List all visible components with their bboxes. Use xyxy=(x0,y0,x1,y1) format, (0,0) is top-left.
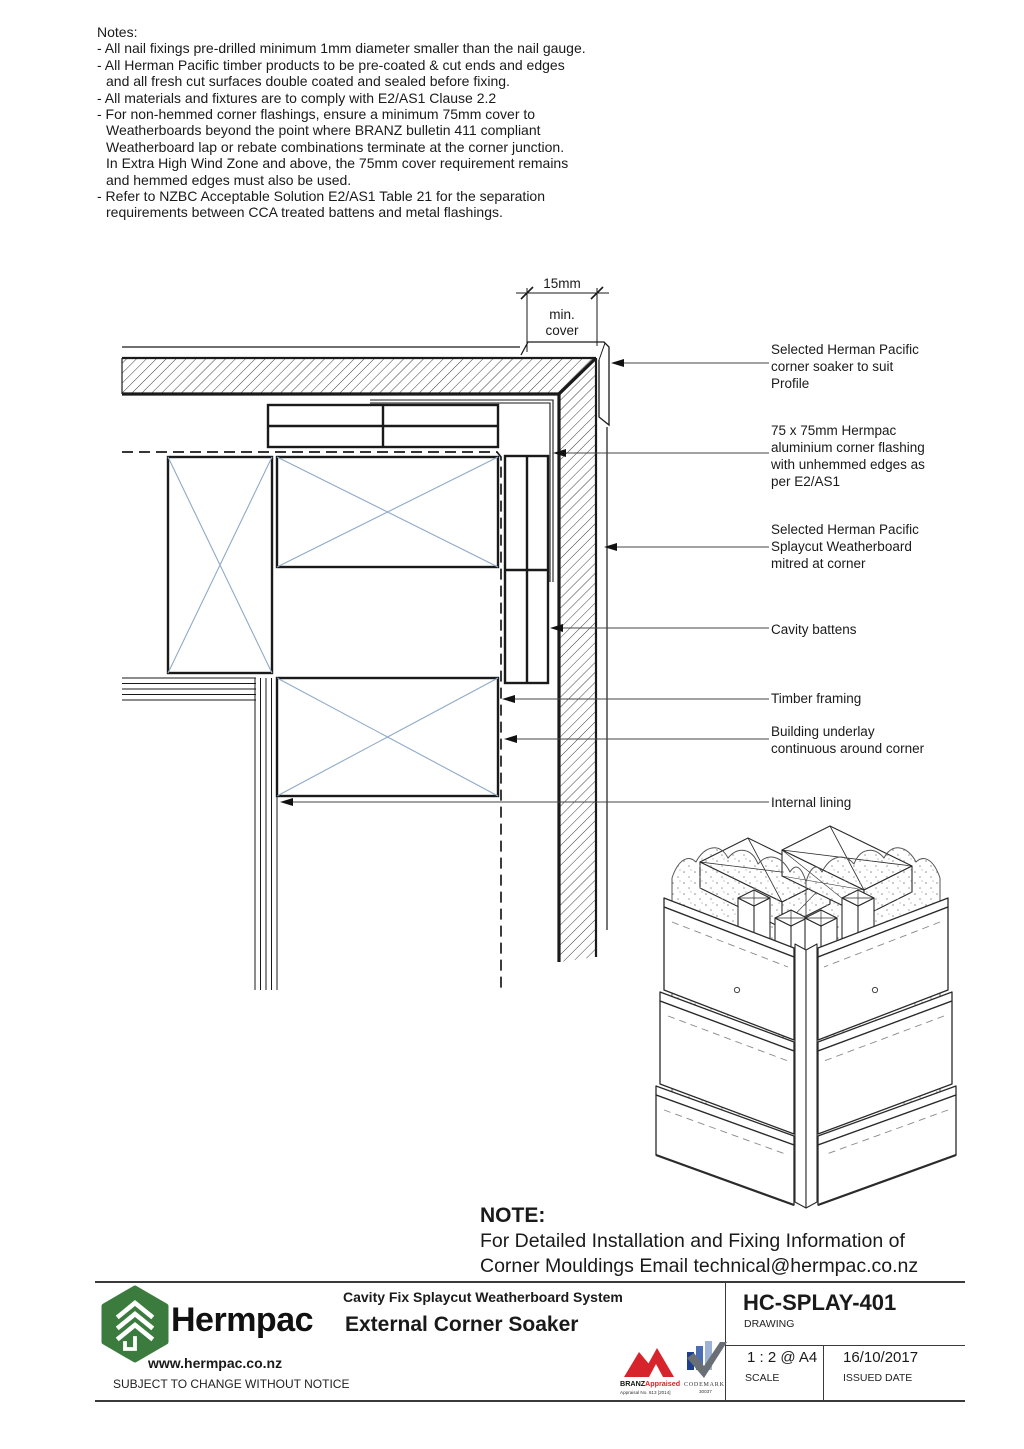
drawing-title: External Corner Soaker xyxy=(345,1313,579,1336)
callout-line: 75 x 75mm Hermpac xyxy=(771,423,897,438)
brand-name: Hermpac xyxy=(171,1301,314,1339)
bottom-note-title: NOTE: xyxy=(480,1204,546,1227)
branz-appraisal-number: Appraisal No. 613 [2014] xyxy=(620,1390,671,1395)
callout-line: Timber framing xyxy=(771,691,862,706)
branz-word: Appraised xyxy=(645,1379,680,1388)
drawing-label: DRAWING xyxy=(744,1318,795,1330)
system-name: Cavity Fix Splaycut Weatherboard System xyxy=(343,1289,623,1305)
note-line: Weatherboard lap or rebate combinations terminate at the corner junction. xyxy=(106,138,565,155)
callout-line: with unhemmed edges as xyxy=(771,457,925,472)
callout-cavity-battens xyxy=(771,621,857,638)
bottom-note-line: For Detailed Installation and Fixing Information of xyxy=(480,1230,905,1252)
codemark-label: CODEMARK xyxy=(684,1382,725,1388)
callout-line: Building underlay xyxy=(771,724,875,739)
callout-internal-lining xyxy=(771,794,851,811)
title-block xyxy=(95,1281,965,1402)
callout-building-underlay xyxy=(771,723,924,757)
callout-line: Cavity battens xyxy=(771,622,857,637)
note-line: - All Herman Pacific timber products to be pre-coated & cut ends and edges xyxy=(97,56,565,73)
note-line: requirements between CCA treated battens and metal flashings. xyxy=(106,204,503,221)
codemark-number: 30037 xyxy=(699,1389,712,1394)
dimension-cover-label: cover xyxy=(545,323,579,338)
note-line: and all fresh cut surfaces double coated and sealed before fixing. xyxy=(106,73,510,90)
callout-corner-soaker xyxy=(771,341,919,392)
bottom-note-line: Corner Mouldings Email technical@hermpac.co.nz xyxy=(480,1255,919,1277)
website-link[interactable]: www.hermpac.co.nz xyxy=(148,1355,283,1371)
internal-lining-horizontal xyxy=(122,678,256,700)
callout-line: Selected Herman Pacific xyxy=(771,342,919,357)
notes-title: Notes: xyxy=(97,24,138,40)
scale-label: SCALE xyxy=(745,1372,780,1384)
internal-lining-vertical xyxy=(255,678,277,990)
note-line: and hemmed edges must also be used. xyxy=(106,171,352,188)
note-line: - For non-hemmed corner flashings, ensure a minimum 75mm cover to xyxy=(97,106,536,123)
codemark-logo xyxy=(683,1336,729,1396)
plan-detail xyxy=(122,276,609,990)
branz-appraised-logo xyxy=(618,1341,680,1396)
isometric-corner-view xyxy=(656,826,956,1208)
callout-line: corner soaker to suit xyxy=(771,359,894,374)
callout-line: Internal lining xyxy=(771,795,852,810)
callout-line: Selected Herman Pacific xyxy=(771,522,919,537)
issued-date-label: ISSUED DATE xyxy=(843,1372,913,1384)
scale-value: 1 : 2 @ A4 xyxy=(747,1349,818,1366)
callout-line: aluminium corner flashing xyxy=(771,440,925,455)
iso-weatherboards-left xyxy=(656,898,794,1205)
timber-framing-studs xyxy=(168,457,498,796)
callout-corner-flashing xyxy=(771,422,925,490)
drawing-number: HC-SPLAY-401 xyxy=(743,1290,897,1315)
weatherboard-hatch-right xyxy=(559,358,596,962)
callout-line: mitred at corner xyxy=(771,556,866,571)
dimension-value: 15mm xyxy=(543,276,581,291)
callout-line: Profile xyxy=(771,376,810,391)
dimension-min-label: min. xyxy=(549,307,575,322)
note-line: - All nail fixings pre-drilled minimum 1mm diameter smaller than the nail gauge. xyxy=(97,40,586,57)
callout-weatherboard xyxy=(771,521,919,572)
callout-timber-framing xyxy=(771,690,861,707)
callout-line: continuous around corner xyxy=(771,741,925,756)
note-line: - Refer to NZBC Acceptable Solution E2/AS1 Table 21 for the separation xyxy=(97,188,545,205)
note-line: In Extra High Wind Zone and above, the 75mm cover requirement remains xyxy=(106,155,569,172)
hermpac-logo-icon xyxy=(100,1285,170,1363)
callout-line: Splaycut Weatherboard xyxy=(771,539,912,554)
titleblock-divider xyxy=(725,1345,965,1346)
note-line: Weatherboards beyond the point where BRANZ bulletin 411 compliant xyxy=(106,122,541,139)
branz-word: BRANZ xyxy=(620,1379,646,1388)
issued-date-value: 16/10/2017 xyxy=(843,1349,919,1366)
titleblock-divider xyxy=(823,1345,824,1400)
callout-line: per E2/AS1 xyxy=(771,474,841,489)
iso-weatherboards-right xyxy=(818,898,956,1205)
disclaimer-text: SUBJECT TO CHANGE WITHOUT NOTICE xyxy=(113,1377,350,1391)
cavity-battens-horizontal xyxy=(268,405,498,447)
bottom-note xyxy=(480,1203,918,1279)
cavity-battens-vertical xyxy=(505,456,548,683)
weatherboard-hatch-top xyxy=(122,358,596,394)
iso-corner-soaker xyxy=(795,944,817,1208)
note-line: - All materials and fixtures are to comply with E2/AS1 Clause 2.2 xyxy=(97,89,497,106)
